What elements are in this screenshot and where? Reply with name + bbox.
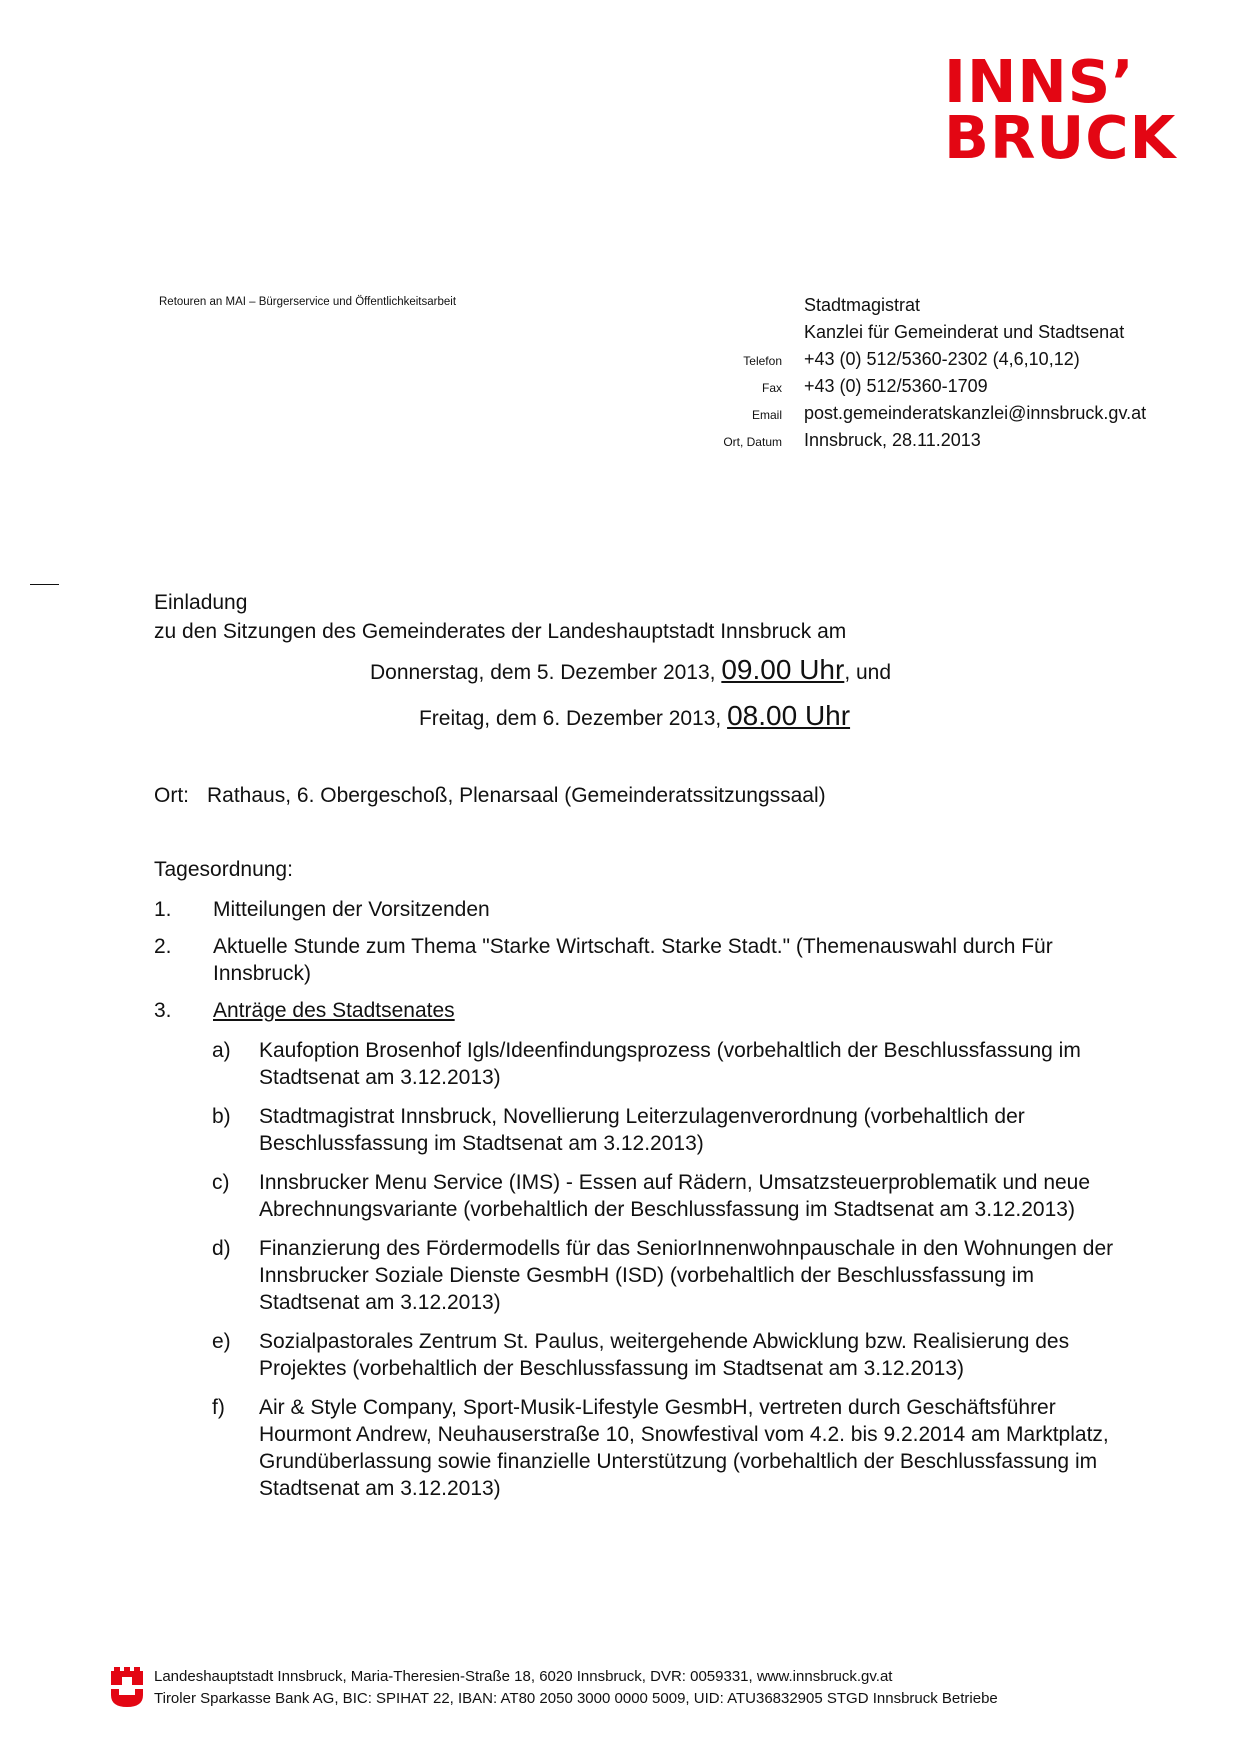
email-value: post.gemeinderatskanzlei@innsbruck.gv.at [804, 403, 1147, 423]
sender-block [712, 295, 1146, 457]
agenda-item [154, 933, 1134, 987]
agenda-item-number: 1. [154, 898, 172, 921]
email-label: Email [751, 408, 782, 422]
ort-datum-value: Innsbruck, 28.11.2013 [804, 430, 981, 450]
location-value: Rathaus, 6. Obergeschoß, Plenarsaal (Gemeinderatssitzungssaal) [207, 784, 826, 807]
session-date-2-text: Freitag, dem 6. Dezember 2013, [418, 707, 728, 730]
sub-item [212, 1103, 1137, 1157]
agenda-item-text: Mitteilungen der Vorsitzenden [213, 898, 490, 921]
return-address: Retouren an MAI – Bürgerservice und Öffentlichkeitsarbeit [159, 296, 457, 308]
agenda-item-text: Anträge des Stadtsenates [213, 999, 455, 1022]
sub-item-letter: e) [212, 1330, 231, 1353]
sub-item-text: Air & Style Company, Sport-Musik-Lifestyle GesmbH, vertreten durch Geschäftsführer Hourmont Andrew, Neuhauserstraße 10, Snowfestival vom 4.2. bis 9.2.2014 am Marktplatz, Grundüberlassung sowie finanzielle Unterstützung (vorbehaltlich der Beschlussfassung im Stadtsenat am 3.12.2013) [259, 1396, 1109, 1500]
agenda-item-text: Aktuelle Stunde zum Thema "Starke Wirtschaft. Starke Stadt." (Themenauswahl durch Für Innsbruck) [213, 935, 1053, 985]
sub-item-letter: b) [212, 1105, 231, 1128]
location [154, 784, 826, 808]
agenda-item [154, 896, 1134, 923]
session-date-1 [0, 654, 1241, 686]
sub-item-text: Innsbrucker Menu Service (IMS) - Essen auf Rädern, Umsatzsteuerproblematik und neue Abrechnungsvariante (vorbehaltlich der Beschlussfassung im Stadtsenat am 3.12.2013) [259, 1171, 1091, 1221]
footer-line-2: Tiroler Sparkasse Bank AG, BIC: SPIHAT 22, IBAN: AT80 2050 3000 0000 5009, UID: ATU36832905 STGD Innsbruck Betriebe [154, 1690, 998, 1707]
session-date-1-text: Donnerstag, dem 5. Dezember 2013, [369, 661, 722, 684]
sub-item-letter: a) [212, 1039, 231, 1062]
location-label: Ort: [154, 784, 189, 807]
agenda-item-number: 2. [154, 935, 172, 958]
logo-line-1: INNS’ [944, 47, 1135, 116]
footer [154, 1666, 998, 1710]
telefon-label: Telefon [743, 354, 782, 368]
sub-item-letter: c) [212, 1171, 230, 1194]
fax-label: Fax [761, 381, 782, 395]
sub-item [212, 1328, 1137, 1382]
agenda-list [154, 896, 1134, 1034]
sender-department: Stadtmagistrat [804, 295, 921, 315]
agenda-item [154, 997, 1134, 1024]
invitation-subtitle: zu den Sitzungen des Gemeinderates der Landeshauptstadt Innsbruck am [154, 620, 847, 643]
footer-line-1: Landeshauptstadt Innsbruck, Maria-Theresien-Straße 18, 6020 Innsbruck, DVR: 0059331, www.innsbruck.gv.at [154, 1668, 893, 1685]
sender-office: Kanzlei für Gemeinderat und Stadtsenat [804, 322, 1125, 342]
city-crest-icon [111, 1667, 143, 1712]
fold-mark [30, 584, 59, 585]
invitation-title: Einladung [154, 591, 248, 614]
sub-item-letter: f) [212, 1396, 225, 1419]
sub-item [212, 1037, 1137, 1091]
sub-item-text: Sozialpastorales Zentrum St. Paulus, weitergehende Abwicklung bzw. Realisierung des Projektes (vorbehaltlich der Beschlussfassung im Stadtsenat am 3.12.2013) [259, 1330, 1070, 1380]
session-date-2 [0, 700, 1241, 732]
sub-item [212, 1169, 1137, 1223]
sub-item [212, 1394, 1137, 1502]
logo-line-2: BRUCK [944, 103, 1177, 172]
session-date-1-suffix: , und [844, 661, 892, 684]
session-time-2: 08.00 Uhr [727, 700, 851, 731]
invitation-heading [154, 588, 846, 646]
agenda-item-number: 3. [154, 999, 172, 1022]
session-time-1: 09.00 Uhr [721, 654, 845, 685]
fax-value: +43 (0) 512/5360-1709 [804, 376, 988, 396]
sub-item-text: Stadtmagistrat Innsbruck, Novellierung Leiterzulagenverordnung (vorbehaltlich der Beschlussfassung im Stadtsenat am 3.12.2013) [259, 1105, 1025, 1155]
telefon-value: +43 (0) 512/5360-2302 (4,6,10,12) [804, 349, 1080, 369]
innsbruck-logo [944, 47, 1188, 172]
sub-item [212, 1235, 1137, 1316]
sub-item-letter: d) [212, 1237, 231, 1260]
agenda-title: Tagesordnung: [154, 858, 293, 881]
sub-item-text: Finanzierung des Fördermodells für das SeniorInnenwohnpauschale in den Wohnungen der Innsbrucker Soziale Dienste GesmbH (ISD) (vorbehaltlich der Beschlussfassung im Stadtsenat am 3.12.2013) [259, 1237, 1114, 1314]
ort-datum-label: Ort, Datum [723, 435, 782, 449]
sub-item-text: Kaufoption Brosenhof Igls/Ideenfindungsprozess (vorbehaltlich der Beschlussfassung im Stadtsenat am 3.12.2013) [259, 1039, 1081, 1089]
sub-item-list [212, 1037, 1137, 1514]
